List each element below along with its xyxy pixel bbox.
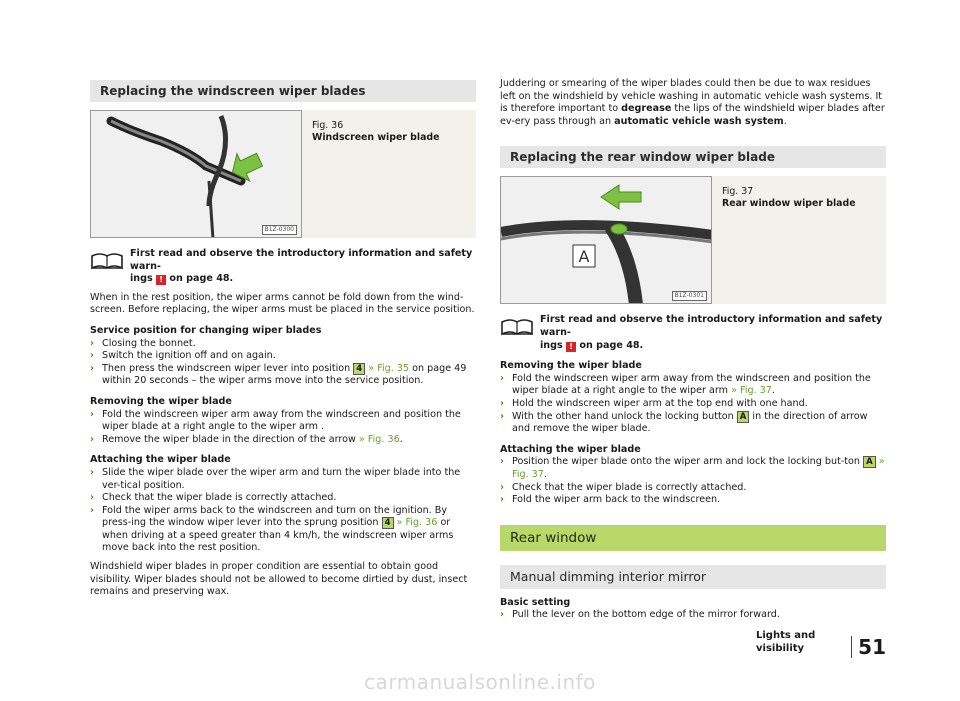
watermark-text: carmanualsonline.info xyxy=(364,670,596,694)
figure-reference-link[interactable]: » Fig. 36 xyxy=(358,433,400,445)
read-first-line2-pre: ings xyxy=(130,273,153,285)
basic-setting-heading: Basic setting xyxy=(500,596,571,608)
chevron-right-icon: › xyxy=(90,337,94,349)
footer-divider xyxy=(851,636,852,658)
removing-heading: Removing the wiper blade xyxy=(90,395,232,407)
list-item xyxy=(90,492,476,505)
chevron-right-icon: › xyxy=(500,410,504,422)
top-paragraph xyxy=(500,78,886,128)
figure-37-title: Rear window wiper blade xyxy=(722,198,856,210)
read-first-notice xyxy=(500,314,886,352)
section-title-rear-wiper: Replacing the rear window wiper blade xyxy=(500,146,886,168)
chevron-right-icon: › xyxy=(90,504,94,516)
step-text: Fold the wiper arm back to the windscreen. xyxy=(512,494,721,506)
label-a-marker: A xyxy=(578,247,590,267)
figure-reference-link[interactable]: » Fig. 37 xyxy=(731,385,772,397)
footer-chapter-label: Lights and visibility xyxy=(756,630,816,654)
step-text: Hold the windscreen wiper arm at the top end with one hand. xyxy=(512,397,808,409)
step-text: With the other hand unlock the locking button xyxy=(512,410,734,422)
step-text: on page 49 within 20 seconds – the wiper arms move into the service position. xyxy=(102,362,467,387)
step-text: Pull the lever on the bottom edge of the mirror forward. xyxy=(512,609,780,621)
chevron-right-icon: › xyxy=(500,494,504,506)
step-text: Then press the windscreen wiper lever into position xyxy=(102,362,351,374)
chevron-right-icon: › xyxy=(500,609,504,621)
read-first-line2-post: on page 48. xyxy=(169,273,234,285)
figure-37-image xyxy=(500,176,712,304)
step-text: Closing the bonnet. xyxy=(102,337,196,349)
step-text: Remove the wiper blade in the direction of the arrow xyxy=(102,433,356,445)
service-position-heading: Service position for changing wiper blades xyxy=(90,324,322,336)
figure-36-title: Windscreen wiper blade xyxy=(312,132,440,143)
warning-icon: ! xyxy=(156,275,166,285)
key-a-badge: A xyxy=(863,456,876,468)
step-text: Fold the windscreen wiper arm away from the windscreen and position the wiper blade at a right angle to the wiper arm xyxy=(512,372,871,397)
list-item xyxy=(500,609,886,622)
paragraph-text: Juddering or smearing of the wiper blades could then be due to wax residues left on the windshield by vehicle washing in automatic vehicle wash systems. It is therefore important to xyxy=(500,78,883,115)
list-item: › Remove the wiper blade in the direction of the arrow » Fig. 36. xyxy=(90,433,403,445)
figure-36 xyxy=(90,110,476,238)
intro-paragraph: When in the rest position, the wiper arms cannot be fold down from the wind-screen. Before replacing, the wiper arms must be placed in the service position. xyxy=(90,291,475,316)
chevron-right-icon: › xyxy=(90,466,94,478)
step-text: Fold the windscreen wiper arm away from the windscreen and position the wiper blade at a right angle to the wiper arm . xyxy=(102,408,461,433)
left-column xyxy=(90,80,476,599)
step-text: Slide the wiper blade over the wiper arm and turn the wiper blade into the ver-tical position. xyxy=(102,466,461,491)
figure-36-caption xyxy=(302,110,440,238)
list-item xyxy=(90,409,476,434)
key-4-badge: 4 xyxy=(353,363,365,375)
chevron-right-icon: › xyxy=(90,492,94,504)
list-item xyxy=(90,363,476,388)
list-item xyxy=(500,494,886,507)
figure-36-number: Fig. 36 xyxy=(312,120,344,131)
chevron-right-icon: › xyxy=(500,397,504,409)
figure-37-number: Fig. 37 xyxy=(722,186,754,198)
key-4-badge: 4 xyxy=(382,517,394,529)
figure-36-image xyxy=(90,110,302,238)
figure-37 xyxy=(500,176,886,304)
chevron-right-icon: › xyxy=(90,350,94,362)
chevron-right-icon: › xyxy=(90,408,94,420)
figure-reference-link[interactable]: » Fig. 35 xyxy=(368,362,410,374)
section-title-dimming-mirror: Manual dimming interior mirror xyxy=(500,565,886,589)
step-text: Check that the wiper blade is correctly attached. xyxy=(512,481,747,493)
section-title-windscreen-wipers: Replacing the windscreen wiper blades xyxy=(90,80,476,102)
emphasis-wash-system: automatic vehicle wash system xyxy=(614,115,784,127)
open-book-icon xyxy=(500,316,534,336)
figure-reference-link[interactable]: » Fig. 36 xyxy=(396,517,438,529)
step-text: Check that the wiper blade is correctly attached. xyxy=(102,492,337,504)
chevron-right-icon: › xyxy=(500,456,504,468)
list-item xyxy=(500,398,886,411)
read-first-line1: First read and observe the introductory information and safety warn- xyxy=(540,314,883,338)
read-first-line1: First read and observe the introductory information and safety warn- xyxy=(130,248,473,272)
list-item xyxy=(500,411,886,436)
removing-heading: Removing the wiper blade xyxy=(500,360,642,372)
page-footer xyxy=(756,630,886,658)
attaching-heading: Attaching the wiper blade xyxy=(500,443,641,455)
key-a-badge: A xyxy=(737,411,750,423)
figure-36-code: B1Z-0300 xyxy=(262,225,297,235)
attaching-heading: Attaching the wiper blade xyxy=(90,454,231,466)
step-text: in the direction of arrow and remove the wiper blade. xyxy=(512,410,868,435)
step-text: or when driving at a speed greater than 4 km/h, the windscreen wiper arms move back into the rest position. xyxy=(102,517,454,554)
list-item: › Fold the windscreen wiper arm away from the windscreen and position the wiper blade at a right angle to the wiper arm » Fig. 37. xyxy=(500,372,871,397)
figure-reference-link[interactable]: » Fig. 37 xyxy=(512,456,885,480)
list-item xyxy=(90,467,476,492)
emphasis-degrease: degrease xyxy=(621,103,672,115)
read-first-notice xyxy=(90,248,476,286)
step-text: Switch the ignition off and on again. xyxy=(102,350,276,362)
chevron-right-icon: › xyxy=(90,433,94,445)
warning-icon: ! xyxy=(566,342,576,352)
list-item: › Position the wiper blade onto the wiper arm and lock the locking but-ton A » Fig. 37. xyxy=(500,456,885,480)
windscreen-wiper-illustration xyxy=(91,111,302,238)
paragraph-text: the lips of the windshield wiper blades after ev-ery pass through an xyxy=(500,103,885,127)
closing-paragraph: Windshield wiper blades in proper condition are essential to obtain good visibility. Wiper blades should not be allowed to become dirtied by dust, insect remains and preserving wax. xyxy=(90,561,468,598)
step-text: Fold the wiper arms back to the windscreen and turn on the ignition. By press-ing the window wiper lever into the sprung position xyxy=(102,504,448,529)
step-text: Position the wiper blade onto the wiper arm and lock the locking but-ton xyxy=(512,456,861,468)
right-column xyxy=(500,78,886,622)
figure-37-caption xyxy=(712,176,856,304)
page-number: 51 xyxy=(858,635,886,660)
chevron-right-icon: › xyxy=(500,481,504,493)
read-first-line2-post: on page 48. xyxy=(579,339,644,351)
rear-wiper-illustration xyxy=(501,177,712,304)
open-book-icon xyxy=(90,250,124,270)
chevron-right-icon: › xyxy=(500,372,504,384)
paragraph-text: . xyxy=(783,115,787,127)
chapter-title-rear-window: Rear window xyxy=(500,525,886,551)
list-item xyxy=(90,350,476,363)
list-item xyxy=(90,505,476,555)
chevron-right-icon: › xyxy=(90,362,94,374)
list-item xyxy=(90,338,476,351)
list-item xyxy=(500,482,886,495)
figure-37-code: B1Z-0301 xyxy=(672,291,707,301)
read-first-line2-pre: ings xyxy=(540,339,563,351)
